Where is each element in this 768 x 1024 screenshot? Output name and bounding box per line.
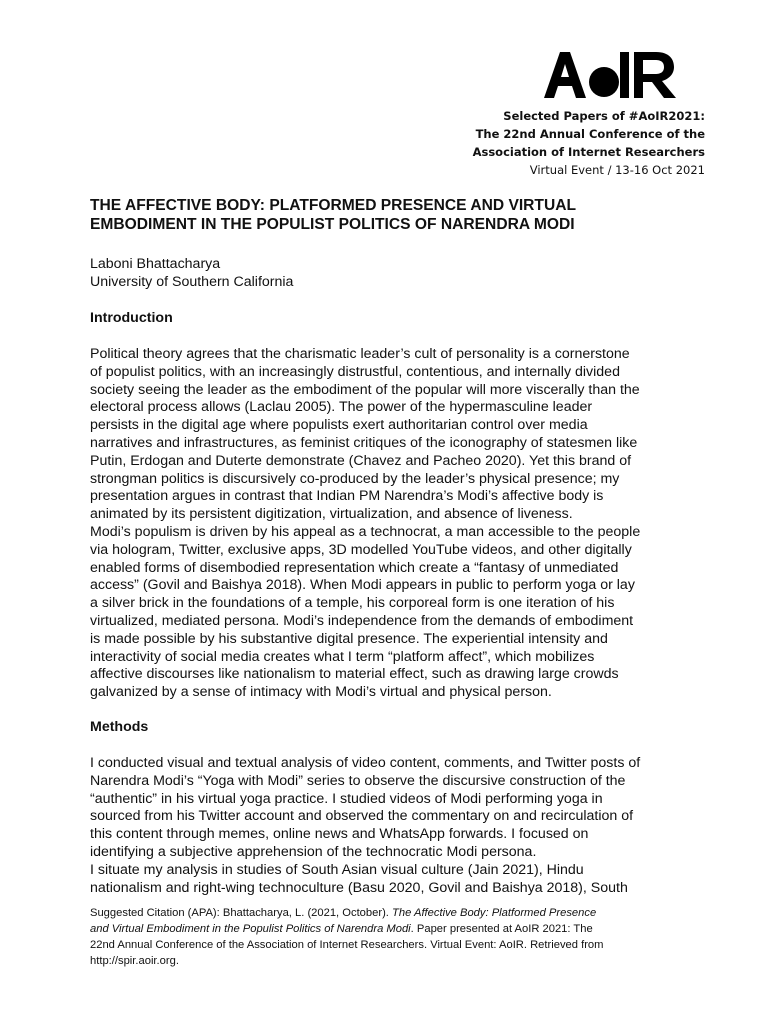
body-line: galvanized by a sense of intimacy with Modi’s virtual and physical person. bbox=[90, 684, 552, 701]
citation-line: 22nd Annual Conference of the Association of Internet Researchers. Virtual Event: AoIR. Retrieved from bbox=[90, 939, 604, 951]
body-line: narratives and infrastructures, as feminist critiques of the iconography of statesmen like bbox=[90, 434, 638, 451]
introduction-body bbox=[90, 346, 710, 702]
conference-line: Selected Papers of #AoIR2021: bbox=[503, 109, 705, 123]
body-line: affective discourses like nationalism to material effect, such as drawing large crowds bbox=[90, 666, 619, 683]
author-name: Laboni Bhattacharya bbox=[90, 256, 221, 272]
aoir-logo bbox=[542, 50, 678, 100]
body-line: Modi’s populism is driven by his appeal as a technocrat, a man accessible to the people bbox=[90, 523, 641, 540]
body-line: via hologram, Twitter, exclusive apps, 3D modelled YouTube videos, and other digitally bbox=[90, 541, 632, 558]
body-line: I situate my analysis in studies of South Asian visual culture (Jain 2021), Hindu bbox=[90, 861, 584, 878]
title-line: EMBODIMENT IN THE POPULIST POLITICS OF NARENDRA MODI bbox=[90, 216, 575, 233]
conference-info bbox=[473, 107, 705, 179]
body-line: access” (Govil and Baishya 2018). When Modi appears in public to perform yoga or lay bbox=[90, 577, 635, 594]
body-line: persists in the digital age where populists exert authoritarian control over media bbox=[90, 417, 588, 434]
section-heading-introduction: Introduction bbox=[90, 310, 173, 326]
citation-line bbox=[90, 921, 690, 937]
body-line: virtualized, mediated persona. Modi’s independence from the demands of embodiment bbox=[90, 612, 634, 629]
author-affiliation: University of Southern California bbox=[90, 274, 294, 290]
citation-text: . Paper presented at AoIR 2021: The bbox=[410, 923, 593, 935]
body-line: animated by its persistent digitization, virtualization, and absence of liveness. bbox=[90, 506, 573, 523]
body-line: Political theory agrees that the charismatic leader’s cult of personality is a cornerstone bbox=[90, 346, 630, 362]
body-line: nationalism and right-wing technoculture (Basu 2020, Govil and Baishya 2018), South bbox=[90, 879, 628, 896]
paper-title bbox=[90, 196, 690, 234]
methods-body bbox=[90, 755, 710, 897]
body-line: “authentic” in his virtual yoga practice. I studied videos of Modi performing yoga in bbox=[90, 790, 603, 807]
body-line: Narendra Modi’s “Yoga with Modi” series to observe the discursive construction of the bbox=[90, 772, 626, 789]
title-line: THE AFFECTIVE BODY: PLATFORMED PRESENCE AND VIRTUAL bbox=[90, 197, 577, 214]
citation-title: and Virtual Embodiment in the Populist Politics of Narendra Modi bbox=[90, 923, 411, 935]
body-line: Putin, Erdogan and Duterte demonstrate (Chavez and Pacheo 2020). Yet this brand of bbox=[90, 452, 632, 469]
body-line: is made possible by his substantive digital presence. The experiential intensity and bbox=[90, 630, 608, 647]
body-line: society seeing the leader as the embodiment of the popular will more viscerally than the bbox=[90, 381, 640, 398]
body-line: identifying a subjective apprehension of the technocratic Modi persona. bbox=[90, 843, 537, 860]
body-line: sourced from his Twitter account and observed the commentary on and recirculation of bbox=[90, 808, 634, 825]
citation-line bbox=[90, 905, 690, 921]
body-line: of populist politics, with an increasingly distrustful, contentious, and internally divided bbox=[90, 363, 620, 380]
section-heading-methods: Methods bbox=[90, 719, 149, 735]
citation-prefix: Suggested Citation (APA): Bhattacharya, L. (2021, October). bbox=[90, 907, 393, 919]
body-line: enabled forms of disembodied representation which create a “fantasy of unmediated bbox=[90, 559, 619, 576]
body-line: I conducted visual and textual analysis of video content, comments, and Twitter posts of bbox=[90, 755, 641, 771]
body-line: this content through memes, online news and WhatsApp forwards. I focused on bbox=[90, 826, 589, 843]
body-line: a silver brick in the foundations of a temple, his corporeal form is one iteration of his bbox=[90, 595, 615, 612]
author-block bbox=[90, 255, 293, 291]
conference-line: Association of Internet Researchers bbox=[472, 145, 705, 159]
suggested-citation bbox=[90, 905, 690, 969]
body-line: interactivity of social media creates what I term “platform affect”, which mobilizes bbox=[90, 648, 595, 665]
citation-title: The Affective Body: Platformed Presence bbox=[392, 907, 597, 919]
body-line: electoral process allows (Laclau 2005). The power of the hypermasculine leader bbox=[90, 399, 593, 416]
citation-link[interactable]: http://spir.aoir.org. bbox=[90, 955, 179, 967]
body-line: strongman politics is discursively co-produced by the leader’s physical presence; my bbox=[90, 470, 620, 487]
conference-line: The 22nd Annual Conference of the bbox=[475, 127, 705, 141]
event-line: Virtual Event / 13-16 Oct 2021 bbox=[529, 163, 705, 177]
body-line: presentation argues in contrast that Indian PM Narendra’s Modi’s affective body is bbox=[90, 488, 604, 505]
